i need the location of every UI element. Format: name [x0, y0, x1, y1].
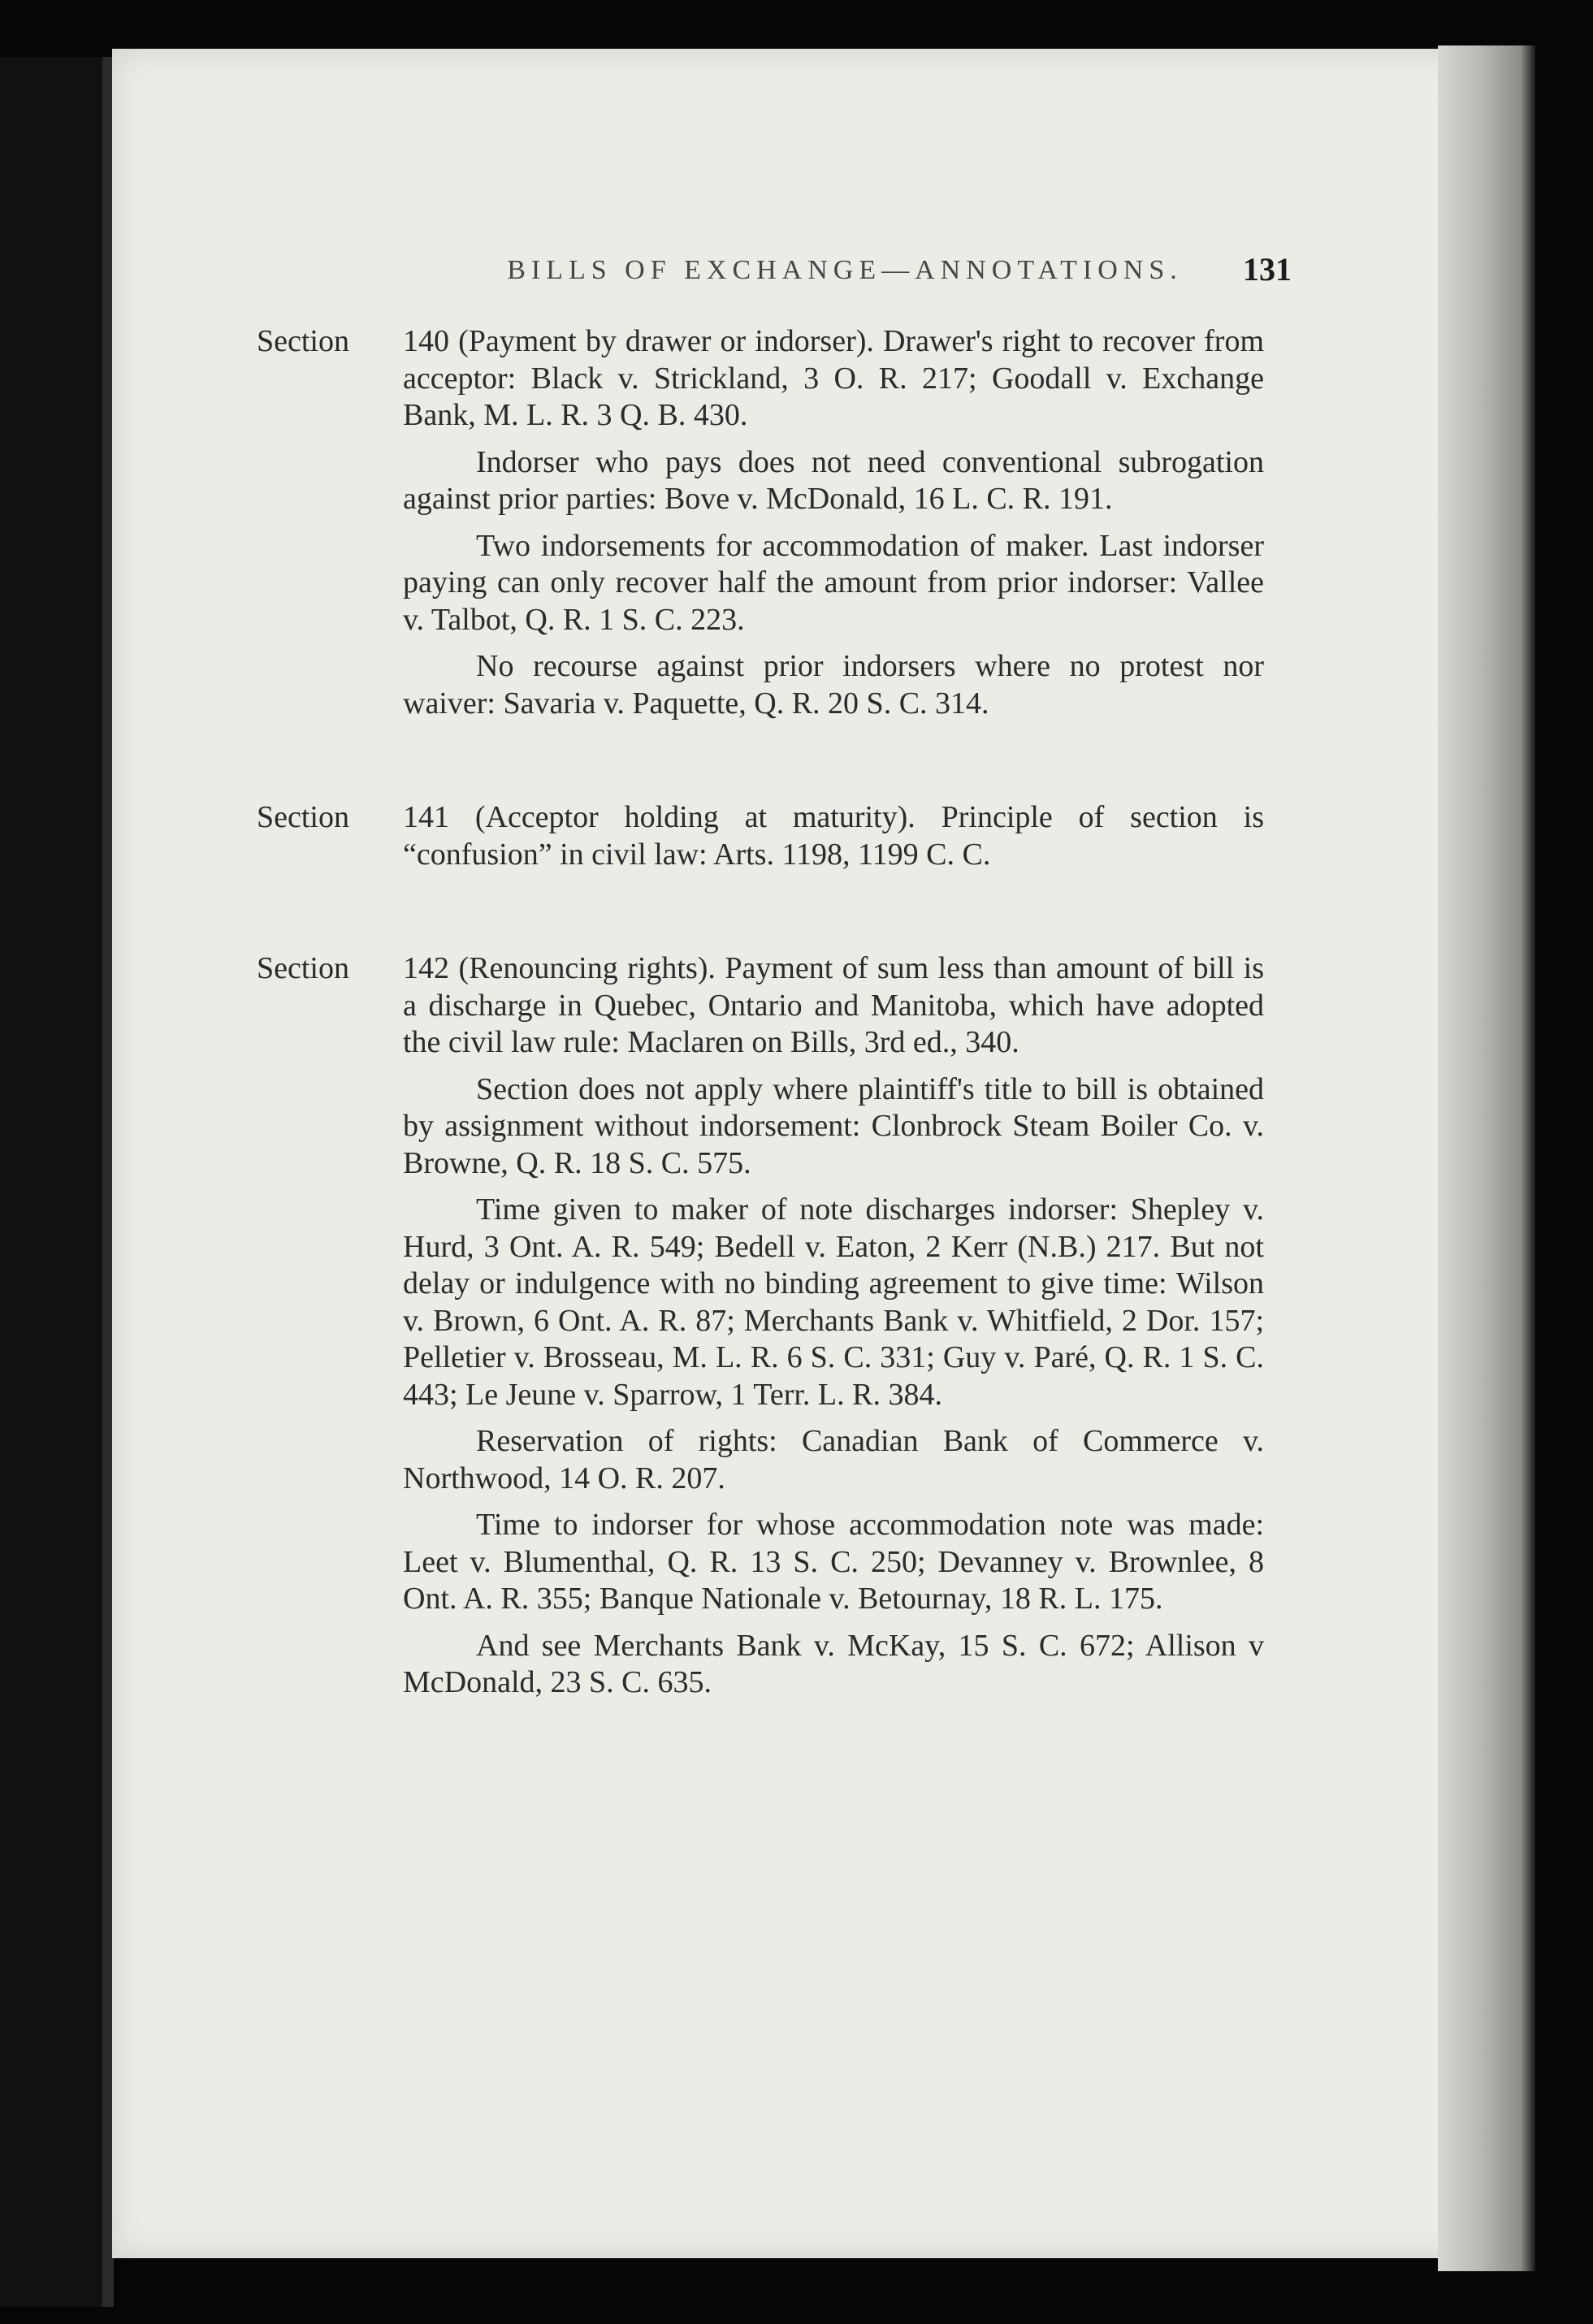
page-number: 131 [1243, 251, 1292, 288]
section-label: Section [257, 324, 349, 358]
paragraph: Time given to maker of note discharges indorser: Shepley v. Hurd, 3 Ont. A. R. 549; Bedell v. Eaton, 2 Kerr (N.B.) 217. But not delay or indulgence with no binding agreement to give time: Wilson v. Brown, 6 Ont. A. R. 87; Merchants Bank v. Whitfield, 2 Dor. 157; Pelletier v. Brosseau, M. L. R. 6 S. C. 331; Guy v. Paré, Q. R. 1 S. C. 443; Le Jeune v. Sparrow, 1 Terr. L. R. 384. [403, 1192, 1264, 1412]
section-body [257, 950, 1264, 1702]
section-140 [257, 323, 1264, 722]
paragraph: 142 (Renouncing rights). Payment of sum less than amount of bill is a discharge in Quebec, Ontario and Manitoba, which have adopted the civil law rule: Maclaren on Bills, 3rd ed., 340. [403, 951, 1264, 1059]
paragraph: 141 (Acceptor holding at maturity). Principle of section is “confusion” in civil law: Arts. 1198, 1199 C. C. [403, 800, 1264, 872]
section-body [257, 323, 1264, 722]
paragraph: Section does not apply where plaintiff's title to bill is obtained by assignment without indorsement: Clonbrock Steam Boiler Co. v. Browne, Q. R. 18 S. C. 575. [403, 1071, 1264, 1180]
page-right-edge [1438, 45, 1535, 2271]
paragraph: 140 (Payment by drawer or indorser). Drawer's right to recover from acceptor: Black v. Strickland, 3 O. R. 217; Goodall v. Exchange Bank, M. L. R. 3 Q. B. 430. [403, 324, 1264, 432]
facing-page-edge [0, 57, 104, 2307]
paragraph: Reservation of rights: Canadian Bank of Commerce v. Northwood, 14 O. R. 207. [403, 1424, 1264, 1495]
section-label: Section [257, 800, 349, 834]
paragraph: Indorser who pays does not need conventional subrogation against prior parties: Bove v. McDonald, 16 L. C. R. 191. [403, 444, 1264, 516]
section-142 [257, 950, 1264, 1702]
paragraph: Time to indorser for whose accommodation note was made: Leet v. Blumenthal, Q. R. 13 S. C. 250; Devanney v. Brownlee, 8 Ont. A. R. 355; Banque Nationale v. Betournay, 18 R. L. 175. [403, 1508, 1264, 1616]
page-body [257, 323, 1264, 1779]
section-label: Section [257, 951, 349, 985]
section-141 [257, 799, 1264, 873]
paragraph: Two indorsements for accommodation of maker. Last indorser paying can only recover half the amount from prior indorser: Vallee v. Talbot, Q. R. 1 S. C. 223. [403, 528, 1264, 637]
running-head: BILLS OF EXCHANGE—ANNOTATIONS. [507, 255, 1183, 285]
paragraph: No recourse against prior indorsers where no protest nor waiver: Savaria v. Paquette, Q. R. 20 S. C. 314. [403, 649, 1264, 721]
paragraph: And see Merchants Bank v. McKay, 15 S. C. 672; Allison v McDonald, 23 S. C. 635. [403, 1628, 1264, 1699]
section-body [257, 799, 1264, 873]
